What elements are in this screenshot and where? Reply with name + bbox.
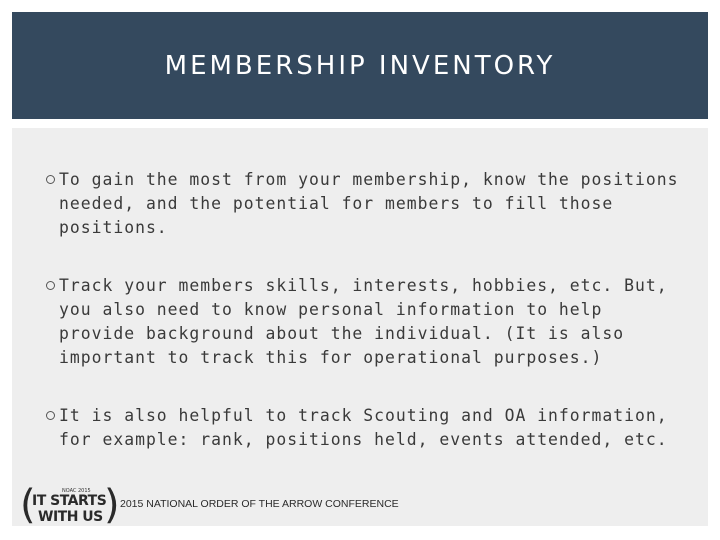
circle-bullet-icon xyxy=(46,281,55,290)
bullet-item xyxy=(46,404,686,452)
conference-name: 2015 NATIONAL ORDER OF THE ARROW CONFERENCE xyxy=(120,498,399,510)
it-starts-with-us-logo xyxy=(20,482,120,528)
bullet-item xyxy=(46,168,686,240)
logo-right-bracket: ) xyxy=(104,482,120,528)
bullet-text: Track your members skills, interests, hobbies, etc. But, you also need to know personal information to help provide background about the individual. (It is also important to track this for operational purposes.) xyxy=(59,276,668,367)
bullet-list xyxy=(46,168,686,486)
bullet-item xyxy=(46,274,686,370)
logo-line2: WITH US xyxy=(38,509,103,525)
logo-year: NOAC 2015 xyxy=(62,488,91,494)
circle-bullet-icon xyxy=(46,175,55,184)
slide-title: MEMBERSHIP INVENTORY xyxy=(164,50,556,81)
logo-left-bracket: ( xyxy=(20,482,36,528)
title-bar xyxy=(12,12,708,119)
bullet-text: It is also helpful to track Scouting and OA information, for example: rank, positions held, events attended, etc. xyxy=(59,406,668,449)
circle-bullet-icon xyxy=(46,411,55,420)
bullet-text: To gain the most from your membership, know the positions needed, and the potential for members to fill those positions. xyxy=(59,170,679,237)
logo-line1: IT STARTS xyxy=(32,493,107,509)
